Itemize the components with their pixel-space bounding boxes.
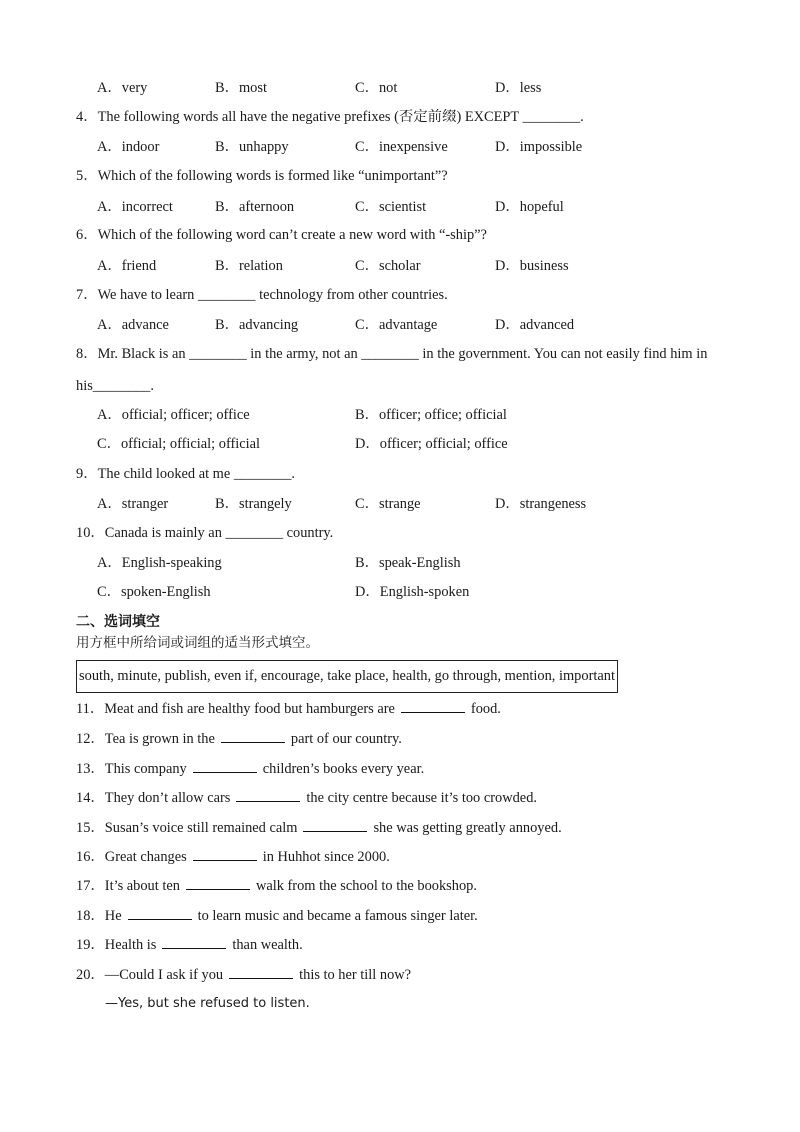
option-c: C．official; official; official xyxy=(97,436,261,452)
fill-question-19 xyxy=(76,935,303,954)
question-text-after: this to her till now? xyxy=(299,967,412,983)
answer-blank[interactable] xyxy=(229,965,293,979)
option-b: B．unhappy xyxy=(215,139,289,155)
option-b: B．relation xyxy=(215,258,283,274)
option-d: D．advanced xyxy=(495,317,575,333)
question-text-after: food. xyxy=(470,701,501,717)
question-text: Mr. Black is an ________ in the army, not an ________ in the government. You can not easily find him in xyxy=(97,346,708,362)
question-number: 9． xyxy=(76,466,98,482)
question-text: The following words all have the negative prefixes (否定前缀) EXCEPT ________. xyxy=(97,109,584,125)
question-number: 17． xyxy=(76,878,105,894)
q3-option-a: A．very xyxy=(97,80,148,96)
question-text: The child looked at me ________. xyxy=(97,466,296,482)
question-number: 20． xyxy=(76,967,105,983)
option-d: D．impossible xyxy=(495,139,583,155)
option-a: A．friend xyxy=(97,258,157,274)
section-instruction: 用方框中所给词或词组的适当形式填空。 xyxy=(76,635,319,651)
question-number: 4． xyxy=(76,109,98,125)
fill-question-16 xyxy=(76,847,390,866)
question-text: They don’t allow cars xyxy=(104,790,231,806)
option-d: D．officer; official; office xyxy=(355,436,508,452)
fill-question-13 xyxy=(76,759,424,778)
section-title: 二、选词填空 xyxy=(76,614,160,630)
option-a: A．English-speaking xyxy=(97,555,222,571)
option-a: A．official; officer; office xyxy=(97,407,250,423)
question-text: This company xyxy=(104,761,187,777)
question-text: He xyxy=(104,908,122,924)
question-number: 11． xyxy=(76,701,105,717)
q3-option-b: B．most xyxy=(215,80,267,96)
option-b: B．afternoon xyxy=(215,199,295,215)
question-text: Great changes xyxy=(104,849,187,865)
fill-question-20 xyxy=(76,965,411,984)
question-number: 6． xyxy=(76,227,98,243)
answer-blank[interactable] xyxy=(236,788,300,802)
q3-option-c: C．not xyxy=(355,80,398,96)
question-number: 5． xyxy=(76,168,98,184)
option-b: B．strangely xyxy=(215,496,292,512)
fill-question-11 xyxy=(76,699,501,718)
fill-question-12 xyxy=(76,729,402,748)
question-number: 13． xyxy=(76,761,105,777)
option-c: C．inexpensive xyxy=(355,139,448,155)
answer-blank[interactable] xyxy=(401,699,465,713)
word-box-text: south, minute, publish, even if, encourage, take place, health, go through, mention, important xyxy=(79,668,615,684)
answer-blank[interactable] xyxy=(193,847,257,861)
question-text: Which of the following words is formed like “unimportant”? xyxy=(97,168,448,184)
option-c: C．scholar xyxy=(355,258,421,274)
q3-option-d: D．less xyxy=(495,80,542,96)
fill-question-14 xyxy=(76,788,537,807)
question-text: We have to learn ________ technology from other countries. xyxy=(97,287,448,303)
fill-question-17 xyxy=(76,876,477,895)
answer-blank[interactable] xyxy=(193,759,257,773)
option-a: A．advance xyxy=(97,317,169,333)
question-text: —Could I ask if you xyxy=(104,967,224,983)
answer-blank[interactable] xyxy=(303,818,367,832)
option-d: D．strangeness xyxy=(495,496,587,512)
word-box xyxy=(76,660,618,693)
option-b: B．officer; office; official xyxy=(355,407,507,423)
fill-question-18 xyxy=(76,906,478,925)
question-number: 19． xyxy=(76,937,105,953)
option-d: D．business xyxy=(495,258,569,274)
question-text-after: to learn music and became a famous singer later. xyxy=(197,908,478,924)
question-number: 8． xyxy=(76,346,98,362)
question-text-continued: his________. xyxy=(76,378,154,394)
question-number: 16． xyxy=(76,849,105,865)
option-d: D．hopeful xyxy=(495,199,564,215)
dialogue-reply: —Yes, but she refused to listen. xyxy=(105,996,310,1011)
question-number: 15． xyxy=(76,820,105,836)
fill-question-15 xyxy=(76,818,562,837)
answer-blank[interactable] xyxy=(128,906,192,920)
question-text-after: than wealth. xyxy=(232,937,303,953)
question-text: Canada is mainly an ________ country. xyxy=(104,525,334,541)
question-text: Susan’s voice still remained calm xyxy=(104,820,298,836)
question-number: 7． xyxy=(76,287,98,303)
option-a: A．incorrect xyxy=(97,199,173,215)
question-text-after: in Huhhot since 2000. xyxy=(262,849,390,865)
question-number: 14． xyxy=(76,790,105,806)
option-c: C．spoken-English xyxy=(97,584,211,600)
option-d: D．English-spoken xyxy=(355,584,470,600)
question-text: Tea is grown in the xyxy=(104,731,215,747)
answer-blank[interactable] xyxy=(186,876,250,890)
question-text-after: part of our country. xyxy=(290,731,402,747)
question-text: Which of the following word can’t create a new word with “-ship”? xyxy=(97,227,487,243)
answer-blank[interactable] xyxy=(162,935,226,949)
question-text-after: walk from the school to the bookshop. xyxy=(255,878,477,894)
option-b: B．advancing xyxy=(215,317,299,333)
question-text-after: children’s books every year. xyxy=(262,761,425,777)
option-a: A．indoor xyxy=(97,139,160,155)
option-a: A．stranger xyxy=(97,496,169,512)
question-number: 10． xyxy=(76,525,105,541)
question-number: 18． xyxy=(76,908,105,924)
option-c: C．strange xyxy=(355,496,421,512)
question-text: Meat and fish are healthy food but hamburgers are xyxy=(104,701,395,717)
question-text-after: she was getting greatly annoyed. xyxy=(373,820,562,836)
option-b: B．speak-English xyxy=(355,555,461,571)
answer-blank[interactable] xyxy=(221,729,285,743)
question-text-after: the city centre because it’s too crowded. xyxy=(306,790,537,806)
option-c: C．advantage xyxy=(355,317,438,333)
question-text: It’s about ten xyxy=(104,878,180,894)
option-c: C．scientist xyxy=(355,199,427,215)
question-text: Health is xyxy=(104,937,157,953)
question-number: 12． xyxy=(76,731,105,747)
